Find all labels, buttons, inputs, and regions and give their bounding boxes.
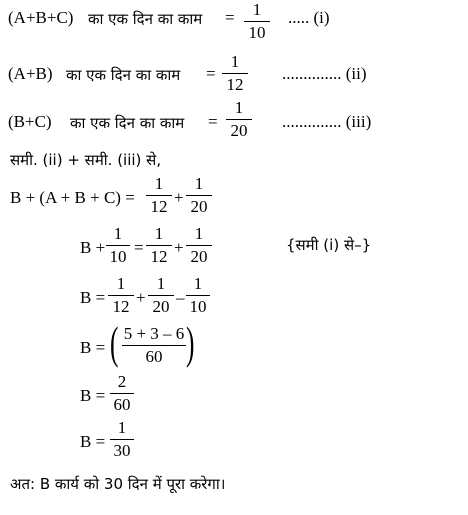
step2-fraction-2 (186, 224, 212, 267)
step6-num: 1 (117, 418, 127, 437)
step1-lhs: B + (A + B + C) = (10, 188, 135, 207)
step2-f1-num: 1 (154, 224, 164, 243)
eq2-tag: .............. (ii) (282, 64, 367, 83)
step2-plus: + (174, 238, 184, 257)
step3-plus: + (136, 288, 146, 307)
step1-fraction-1 (146, 174, 172, 217)
eq2-lhs: (A+B) (8, 64, 53, 83)
step5-num: 2 (117, 372, 127, 391)
step4-b: B = (80, 338, 106, 357)
eq3-lhs: (B+C) (8, 112, 52, 131)
step3-b: B = (80, 288, 106, 307)
eq1-lhs: (A+B+C) (8, 8, 74, 27)
step4-den: 60 (145, 347, 163, 366)
step1-f1-den: 12 (150, 197, 168, 216)
conclusion: अत: B कार्य को 30 दिन में पूरा करेगा। (10, 475, 226, 493)
eq2-text: का एक दिन का काम (66, 66, 181, 84)
step5-fraction (110, 372, 134, 415)
step1-fraction-2 (186, 174, 212, 217)
step4-left-paren: ( (110, 317, 119, 368)
eq3-fraction (226, 98, 252, 141)
step1-f1-num: 1 (154, 174, 164, 193)
eq3-num: 1 (234, 98, 244, 117)
eq1-tag: ..... (i) (288, 8, 330, 27)
step2-fraction-lhs (106, 224, 130, 267)
step1-f2-den: 20 (190, 197, 208, 216)
step2-lhs-num: 1 (113, 224, 123, 243)
step6-den: 30 (113, 441, 131, 460)
step3-f1-den: 12 (112, 297, 130, 316)
step6-b: B = (80, 432, 106, 451)
step3-minus: – (176, 288, 185, 307)
eq3-tag: .............. (iii) (282, 112, 372, 131)
eq1-text: का एक दिन का काम (88, 10, 203, 28)
step3-f1-num: 1 (116, 274, 126, 293)
step3-f2-num: 1 (156, 274, 166, 293)
step3-f2-den: 20 (152, 297, 170, 316)
step3-f3-num: 1 (193, 274, 203, 293)
eq3-equals: = (208, 112, 218, 131)
step4-right-paren: ) (186, 317, 195, 368)
step1-plus: + (174, 188, 184, 207)
eq1-equals: = (225, 8, 235, 27)
step2-lhs-den: 10 (109, 247, 127, 266)
step3-fraction-2 (148, 274, 174, 317)
step3-f3-den: 10 (189, 297, 207, 316)
step2-b: B + (80, 238, 106, 257)
eq2-equals: = (206, 64, 216, 83)
step3-fraction-3 (186, 274, 210, 317)
eq2-num: 1 (230, 52, 240, 71)
eq1-num: 1 (252, 0, 262, 19)
step2-fraction-1 (146, 224, 172, 267)
eq1-den: 10 (248, 23, 266, 42)
eq2-den: 12 (226, 75, 244, 94)
step2-note: {समी (i) से–} (286, 236, 372, 254)
step2-f2-num: 1 (194, 224, 204, 243)
eq1-fraction (244, 0, 270, 43)
eq2-fraction (222, 52, 248, 95)
eq3-text: का एक दिन का काम (70, 114, 185, 132)
step5-den: 60 (113, 395, 131, 414)
step2-f2-den: 20 (190, 247, 208, 266)
step4-num: 5 + 3 – 6 (123, 324, 185, 343)
step2-equals: = (134, 238, 144, 257)
combine-line: समी. (ii) + समी. (iii) से, (10, 151, 162, 169)
step5-b: B = (80, 386, 106, 405)
step1-f2-num: 1 (194, 174, 204, 193)
step3-fraction-1 (108, 274, 134, 317)
step2-f1-den: 12 (150, 247, 168, 266)
step6-fraction (110, 418, 134, 461)
step4-fraction (122, 324, 186, 367)
eq3-den: 20 (230, 121, 248, 140)
